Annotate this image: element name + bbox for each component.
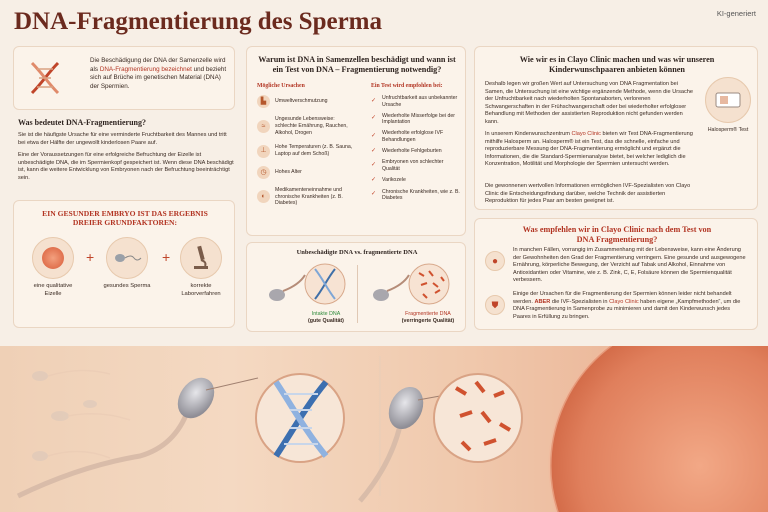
factor-lab-label: korrekte Laborverfahren — [181, 283, 221, 297]
cause-item: ◐ Medikamenteneinnahme und chronische Krankheiten (z. B. Diabetes) — [257, 187, 357, 207]
microscope-icon — [180, 237, 222, 279]
recommend-paragraph-2: Einige der Ursachen für die Fragmentierung der Spermien können leider nicht behandelt werden. ABER die IVF-Spezialisten in Clayo Clinic haben eigene „Kampfmethoden“, um die DNA Fragmentierung in Samenprobe zu minimieren und damit den Kinderwunsch jedes Paares in Erfüllung zu bringen. — [513, 291, 741, 320]
check-icon: ✓ — [371, 176, 377, 183]
check-icon: ✓ — [371, 97, 377, 104]
fragmented-dna-illustration — [363, 261, 459, 307]
embryo-factors — [22, 237, 228, 323]
meaning-paragraph-2: Eine der Voraussetzungen für eine erfolgreiche Befruchtung der Eizelle ist unbeschädigte DNA, die im Spermienkopf gespeichert ist. Wenn diese DNA beschädigt ist, kann die weitere Entwicklung von Embryonen nach der Befruchtung beeinträchtigt sein. — [18, 152, 234, 181]
fragmented-label: Fragmentierte DNA (verringerte Qualität) — [401, 311, 455, 324]
halosperm-test-illustration — [705, 77, 751, 125]
check-icon: ✓ — [371, 147, 377, 154]
meaning-paragraph-1: Sie ist die häufigste Ursache für eine verminderte Fruchtbarkeit des Mannes und tritt bei etwa der Hälfte der ungewollt kinderlosen Paare auf. — [18, 132, 227, 146]
shield-icon: ⛊ — [485, 295, 505, 315]
clock-icon: ◷ — [257, 166, 270, 179]
test-item: ✓ Varikozele — [371, 176, 406, 184]
cigarette-icon: ≈ — [257, 120, 270, 133]
compare-card — [246, 242, 466, 332]
test-kit-icon — [705, 77, 751, 123]
recommend-paragraph-1: In manchen Fällen, vorrangig im Zusammenhang mit der Lebensweise, kann eine Änderung der Gewohnheiten den Grad der Fragmentierung verringern. Eine gesunde und ausgewogene Ernährung, körperliche Bewegung, der Verzicht auf Tabak und Alkohol, Einnahme von Antioxidantien oder Vitamine, wie z. B. Zink, C, E, Folsäure können die Spermienqualität verbessern. — [513, 247, 746, 284]
thermometer-icon: ⊥ — [257, 145, 270, 158]
meaning-section — [18, 118, 234, 182]
check-icon: ✓ — [371, 191, 377, 198]
clinic-paragraph-2: In unserem Kinderwunschzentrum Clayo Clinic bieten wir Test DNA-Fragmentierung mithilfe Halosperm an. Halosperm® ist ein Test, das die schnelle, einfache und reproduzierbare Messung der DNA-Fragmentierung ermöglicht und ergänzt die Informationen, die die Standard-Spermienanalyse bietet, bei welcher lediglich die Konzentration, Motilität und Morphologie der Spermien untersucht werden. — [485, 131, 693, 168]
pill-icon: ◐ — [257, 190, 270, 203]
clinic-paragraph-1: Deshalb legen wir großen Wert auf Untersuchung von DNA Fragmentation bei Samen, die Untersuchung ist eine wichtige ergänzende Methode, wenn die Ursache der Unfruchtbarkeit nach wiederholten Spontanaborten, verlorenen Schwangerschaften in der Frühschwangerschaft oder bei wiederholter erfolgloser Behandlung mit Methoden der assistierten Reproduktion nicht gefunden werden kann. — [485, 81, 694, 125]
test-item: ✓ Embryonen von schlechter Qualität — [371, 159, 444, 173]
dna-icon — [24, 57, 66, 99]
cause-item: ▙ Umweltverschmutzung — [257, 95, 357, 108]
intact-label: Intakte DNA (gute Qualität) — [308, 311, 344, 324]
cause-item: ⊥ Hohe Temperaturen (z. B. Sauna, Laptop auf dem Schoß) — [257, 144, 357, 158]
causes-column — [257, 83, 357, 211]
cause-item: ≈ Ungesunde Lebensweise: schlechte Ernährung, Rauchen, Alkohol, Drogen — [257, 116, 357, 136]
embryo-card — [13, 200, 235, 328]
why-heading: Warum ist DNA in Samenzellen beschädigt und wann ist ein Test von DNA – Fragmentierung notwendig? — [258, 55, 456, 74]
factor-lab — [176, 237, 226, 298]
why-card — [246, 46, 466, 236]
check-icon: ✓ — [371, 132, 377, 139]
clinic-card — [474, 46, 758, 210]
intro-card — [13, 46, 235, 110]
plus-sign: + — [86, 249, 95, 265]
factor-egg-label: eine qualitative Eizelle — [33, 283, 73, 297]
test-item: ✓ Chronische Krankheiten, wie z. B. Diabetes — [371, 188, 460, 202]
test-item: ✓ Unfruchtbarkeit aus unbekannter Ursache — [371, 95, 458, 108]
factor-sperm — [102, 237, 152, 291]
recommend-heading: Was empfehlen wir in Clayo Clinic nach dem Test von DNA Fragmentierung? — [522, 225, 712, 244]
test-heading: Ein Test wird empfohlen bei: — [371, 83, 443, 89]
causes-heading: Mögliche Ursachen — [257, 83, 305, 89]
compare-heading: Unbeschädigte DNA vs. fragmentierte DNA — [296, 249, 418, 256]
intro-text: Die Beschädigung der DNA der Samenzelle wird als DNA-Fragmentierung bezeichnet und bezieht sich auf Brüche im genetischen Material (DNA) der Spermien. — [90, 57, 227, 90]
intact-dna-illustration — [259, 261, 355, 307]
test-item: ✓ Wiederholte erfolglose IVF Behandlungen — [371, 130, 444, 143]
page-title: DNA-Fragmentierung des Sperma — [14, 8, 383, 35]
clinic-paragraph-3: Die gewonnenen wertvollen Informationen ermöglichen IVF-Spezialisten von Clayo Clinic die Entscheidungsfindung darüber, welche Technik der assistierten Reproduktion für jedes Paar am besten geeignet ist. — [485, 183, 691, 205]
apple-icon: ● — [485, 251, 505, 271]
test-item: ✓ Wiederholte Misserfolge bei der Implantation — [371, 112, 455, 126]
egg-cell-icon — [32, 237, 74, 279]
factory-icon: ▙ — [257, 95, 270, 108]
recommend-card — [474, 218, 758, 330]
check-icon: ✓ — [371, 115, 377, 122]
factor-sperm-label: gesundes Sperma — [103, 283, 151, 289]
cause-item: ◷ Hohes Alter — [257, 166, 357, 179]
sperm-icon — [106, 237, 148, 279]
bottom-illustration-banner — [0, 346, 768, 512]
check-icon: ✓ — [371, 162, 377, 169]
plus-sign: + — [162, 249, 171, 265]
halosperm-test-label: Halosperm® Test — [707, 127, 749, 133]
ai-generated-badge: KI-generiert — [716, 9, 756, 18]
compare-divider — [357, 265, 358, 323]
factor-egg — [28, 237, 78, 298]
sperm-egg-illustration — [0, 346, 768, 512]
clinic-heading: Wie wir es in Clayo Clinic machen und was wir unseren Kinderwunschpaaren anbieten können — [519, 55, 715, 74]
embryo-heading: EIN GESUNDER EMBRYO IST DAS ERGEBNIS DREIER GRUNDFAKTOREN: — [42, 209, 208, 228]
test-item: ✓ Wiederholte Fehlgeburten — [371, 147, 442, 155]
test-column — [371, 83, 461, 206]
meaning-heading: Was bedeutet DNA-Fragmentierung? — [18, 118, 146, 127]
